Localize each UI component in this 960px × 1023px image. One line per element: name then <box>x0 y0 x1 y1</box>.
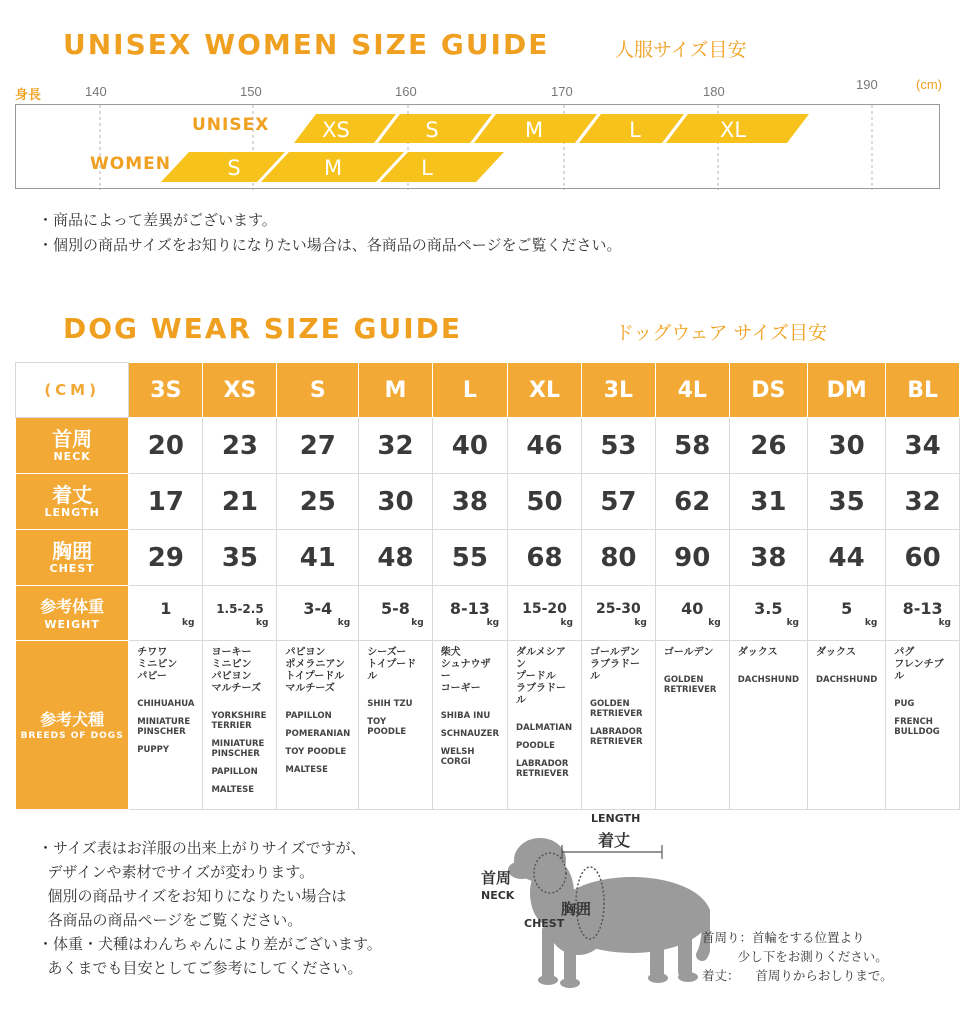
chest-label-en: CHEST <box>524 917 565 930</box>
weight-row-header <box>16 586 129 641</box>
length-label-en: LENGTH <box>591 812 641 825</box>
breed-en: SHIBA INU <box>440 711 491 721</box>
neck-value: 58 <box>655 418 729 474</box>
neck-value: 26 <box>729 418 807 474</box>
weight-unit: kg <box>337 617 351 628</box>
chest-row-header <box>16 530 129 586</box>
length-value: 17 <box>129 474 203 530</box>
length-value: 57 <box>581 474 655 530</box>
neck-value: 32 <box>359 418 432 474</box>
neck-label-en: NECK <box>481 889 515 902</box>
tick-180: 180 <box>703 84 725 99</box>
neck-value: 40 <box>432 418 507 474</box>
chest-row-header-en: CHEST <box>49 562 95 575</box>
length-value: 38 <box>432 474 507 530</box>
weight-row <box>16 586 960 641</box>
weight-unit: kg <box>411 617 424 628</box>
chest-value: 44 <box>808 530 886 586</box>
breed-en: PAPILLON <box>211 767 258 777</box>
breed-en: TOY POODLE <box>285 747 347 757</box>
size-header: XL <box>508 363 582 418</box>
chest-value: 80 <box>581 530 655 586</box>
chest-value: 41 <box>277 530 359 586</box>
size-header: S <box>277 363 359 418</box>
size-header: M <box>359 363 432 418</box>
breed-en: SCHNAUZER <box>440 729 500 739</box>
unit-label: (cm) <box>916 77 942 92</box>
unisex-notes <box>38 208 622 258</box>
neck-value: 20 <box>129 418 203 474</box>
breed-jp: パグ フレンチブル <box>894 647 944 682</box>
breed-en: POODLE <box>516 741 555 751</box>
weight-cell <box>729 586 807 641</box>
chest-value: 90 <box>655 530 729 586</box>
size-header-row <box>16 363 960 418</box>
breed-en: MINIATURE PINSCHER <box>137 717 191 737</box>
length-value: 35 <box>808 474 886 530</box>
breed-jp: 柴犬 シュナウザー コーギー <box>440 647 491 694</box>
neck-label-jp: 首周 <box>481 869 512 887</box>
breed-en: DACHSHUND <box>737 675 799 685</box>
breeds-cell <box>203 641 277 810</box>
weight-unit: kg <box>938 617 951 628</box>
breeds-row-header <box>16 641 129 810</box>
breed-jp: ダックス <box>737 647 778 658</box>
weight-unit: kg <box>560 618 573 628</box>
weight-value: 25-30 <box>596 601 641 617</box>
unisex-note-2: ・個別の商品サイズをお知りになりたい場合は、各商品の商品ページをご覧ください。 <box>38 236 622 254</box>
height-size-chart-svg <box>16 105 941 190</box>
weight-value: 3-4 <box>303 598 333 618</box>
unisex-size-xl: XL <box>719 118 747 142</box>
length-value: 50 <box>508 474 582 530</box>
length-value: 31 <box>729 474 807 530</box>
breed-en: DACHSHUND <box>816 675 878 685</box>
chest-row-header-jp: 胸囲 <box>52 539 93 563</box>
chest-row <box>16 530 960 586</box>
breed-en: LABRADOR RETRIEVER <box>516 759 569 779</box>
breed-jp: パピヨン ポメラニアン トイプードル マルチーズ <box>285 647 346 694</box>
chest-value: 68 <box>508 530 582 586</box>
women-size-m: M <box>323 156 343 180</box>
tick-160: 160 <box>395 84 417 99</box>
breed-jp: シーズー トイプードル <box>367 647 417 682</box>
length-value: 32 <box>886 474 960 530</box>
weight-row-header-en: WEIGHT <box>44 617 100 631</box>
tick-140: 140 <box>85 84 107 99</box>
size-header: XS <box>203 363 277 418</box>
breed-en: CHIHUAHUA <box>137 699 195 709</box>
unit-header: (CM) <box>16 363 129 418</box>
weight-cell <box>886 586 960 641</box>
breeds-cell <box>508 641 582 810</box>
neck-value: 34 <box>886 418 960 474</box>
length-row-header-en: LENGTH <box>44 506 100 519</box>
size-header: 3S <box>129 363 203 418</box>
length-value: 25 <box>277 474 359 530</box>
chest-value: 55 <box>432 530 507 586</box>
weight-value: 8-13 <box>449 598 490 618</box>
neck-value: 23 <box>203 418 277 474</box>
neck-value: 53 <box>581 418 655 474</box>
dog-guide-title: DOG WEAR SIZE GUIDE <box>63 312 463 345</box>
chest-value: 48 <box>359 530 432 586</box>
weight-row-header-jp: 参考体重 <box>40 596 105 616</box>
breeds-cell <box>432 641 507 810</box>
unisex-size-l: L <box>629 118 641 142</box>
dog-silhouette-illustration <box>480 815 710 1005</box>
measurement-legend: 首周り：首輪をする位置より 少し下をお測りください。 着丈： 首周りからおしりまで。 <box>702 930 893 983</box>
breeds-cell <box>808 641 886 810</box>
breed-jp: ゴールデン ラブラドール <box>589 647 640 682</box>
weight-cell <box>277 586 359 641</box>
weight-cell <box>581 586 655 641</box>
length-value: 21 <box>203 474 277 530</box>
weight-value: 3.5 <box>754 598 783 618</box>
weight-unit: kg <box>864 617 878 628</box>
breed-en: WELSH CORGI <box>440 747 475 767</box>
neck-value: 30 <box>808 418 886 474</box>
size-header: DM <box>808 363 886 418</box>
breed-jp: ダックス <box>816 647 856 658</box>
weight-value: 5 <box>841 598 853 618</box>
breed-en: LABRADOR RETRIEVER <box>589 727 643 747</box>
women-size-s: S <box>227 156 241 180</box>
tick-170: 170 <box>551 84 573 99</box>
unisex-size-xs: XS <box>322 118 350 142</box>
size-header: 4L <box>655 363 729 418</box>
length-row-header <box>16 474 129 530</box>
tick-150: 150 <box>240 84 262 99</box>
length-row <box>16 474 960 530</box>
tick-190: 190 <box>856 77 878 92</box>
unisex-size-s: S <box>425 118 439 142</box>
weight-unit: kg <box>182 617 195 628</box>
breeds-cell <box>581 641 655 810</box>
neck-value: 46 <box>508 418 582 474</box>
breed-en: FRENCH BULLDOG <box>894 717 940 737</box>
unisex-guide-title-jp: 人服サイズ目安 <box>615 39 747 61</box>
weight-value: 15-20 <box>522 601 567 617</box>
dog-guide-title-jp: ドッグウェア サイズ目安 <box>615 322 828 344</box>
breed-en: SHIH TZU <box>367 699 413 709</box>
weight-value: 5-8 <box>381 598 410 618</box>
breeds-cell <box>129 641 203 810</box>
weight-unit: kg <box>486 617 500 628</box>
breed-en: GOLDEN RETRIEVER <box>663 675 717 695</box>
unisex-guide-title: UNISEX WOMEN SIZE GUIDE <box>63 28 550 61</box>
weight-cell <box>432 586 507 641</box>
breed-jp: ヨーキー ミニピン パピヨン マルチーズ <box>211 647 261 694</box>
breed-en: PUPPY <box>137 745 170 755</box>
breeds-row-header-jp: 参考犬種 <box>40 710 105 729</box>
weight-cell <box>203 586 277 641</box>
breed-en: MINIATURE PINSCHER <box>211 739 265 759</box>
breeds-cell <box>359 641 432 810</box>
breeds-cell <box>655 641 729 810</box>
weight-unit: kg <box>708 617 721 628</box>
height-size-chart <box>15 104 940 189</box>
weight-value: 1.5-2.5 <box>216 602 264 616</box>
dog-size-table <box>15 362 960 810</box>
chest-value: 38 <box>729 530 807 586</box>
breed-en: MALTESE <box>285 765 328 775</box>
size-header: BL <box>886 363 960 418</box>
weight-value: 40 <box>681 598 704 618</box>
breeds-cell <box>886 641 960 810</box>
size-header: L <box>432 363 507 418</box>
length-row-header-jp: 着丈 <box>52 483 93 507</box>
dog-size-notes: ・サイズ表はお洋服の出来上がりサイズですが、 デザインや素材でサイズが変わります。 個別の商品サイズをお知りになりたい場合は 各商品の商品ページをご覧ください。 ・体重・犬種はわんちゃんにより差がございます。 あくまでも目安としてご参考にしてください。 <box>38 839 382 977</box>
chest-value: 60 <box>886 530 960 586</box>
neck-value: 27 <box>277 418 359 474</box>
breed-en: POMERANIAN <box>285 729 351 739</box>
length-value: 62 <box>655 474 729 530</box>
breed-jp: ゴールデン <box>663 647 714 658</box>
breeds-cell <box>277 641 359 810</box>
weight-value: 8-13 <box>902 598 943 618</box>
unisex-size-m: M <box>524 118 544 142</box>
length-label-jp: 着丈 <box>598 831 631 850</box>
weight-cell <box>129 586 203 641</box>
breed-en: YORKSHIRE TERRIER <box>211 711 267 731</box>
unisex-row-label: UNISEX <box>192 115 270 135</box>
chest-label-jp: 胸囲 <box>561 900 592 918</box>
breed-en: PAPILLON <box>285 711 332 721</box>
breed-jp: チワワ ミニピン パピー <box>137 647 178 682</box>
length-value: 30 <box>359 474 432 530</box>
neck-row-header-jp: 首周 <box>52 427 93 451</box>
size-header: 3L <box>581 363 655 418</box>
height-label: 身長 <box>15 87 42 102</box>
chest-value: 29 <box>129 530 203 586</box>
neck-row-header <box>16 418 129 474</box>
weight-unit: kg <box>634 618 647 628</box>
breed-en: TOY POODLE <box>367 717 407 737</box>
weight-cell <box>655 586 729 641</box>
size-header: DS <box>729 363 807 418</box>
breed-en: PUG <box>894 699 915 709</box>
weight-cell <box>508 586 582 641</box>
weight-unit: kg <box>786 617 799 628</box>
breed-en: GOLDEN RETRIEVER <box>589 699 643 719</box>
neck-row-header-en: NECK <box>53 450 91 463</box>
breed-en: DALMATIAN <box>516 723 573 733</box>
breeds-cell <box>729 641 807 810</box>
weight-cell <box>808 586 886 641</box>
weight-value: 1 <box>160 598 172 618</box>
neck-row <box>16 418 960 474</box>
breed-en: MALTESE <box>211 785 255 795</box>
breed-jp: ダルメシアン プードル ラブラドール <box>516 647 567 706</box>
weight-unit: kg <box>255 618 269 628</box>
women-size-l: L <box>421 156 433 180</box>
women-row-label: WOMEN <box>90 154 171 174</box>
breeds-row-header-en: BREEDS OF DOGS <box>20 731 124 741</box>
unisex-note-1: ・商品によって差異がございます。 <box>38 211 277 229</box>
breeds-row <box>16 641 960 810</box>
weight-cell <box>359 586 432 641</box>
chest-value: 35 <box>203 530 277 586</box>
